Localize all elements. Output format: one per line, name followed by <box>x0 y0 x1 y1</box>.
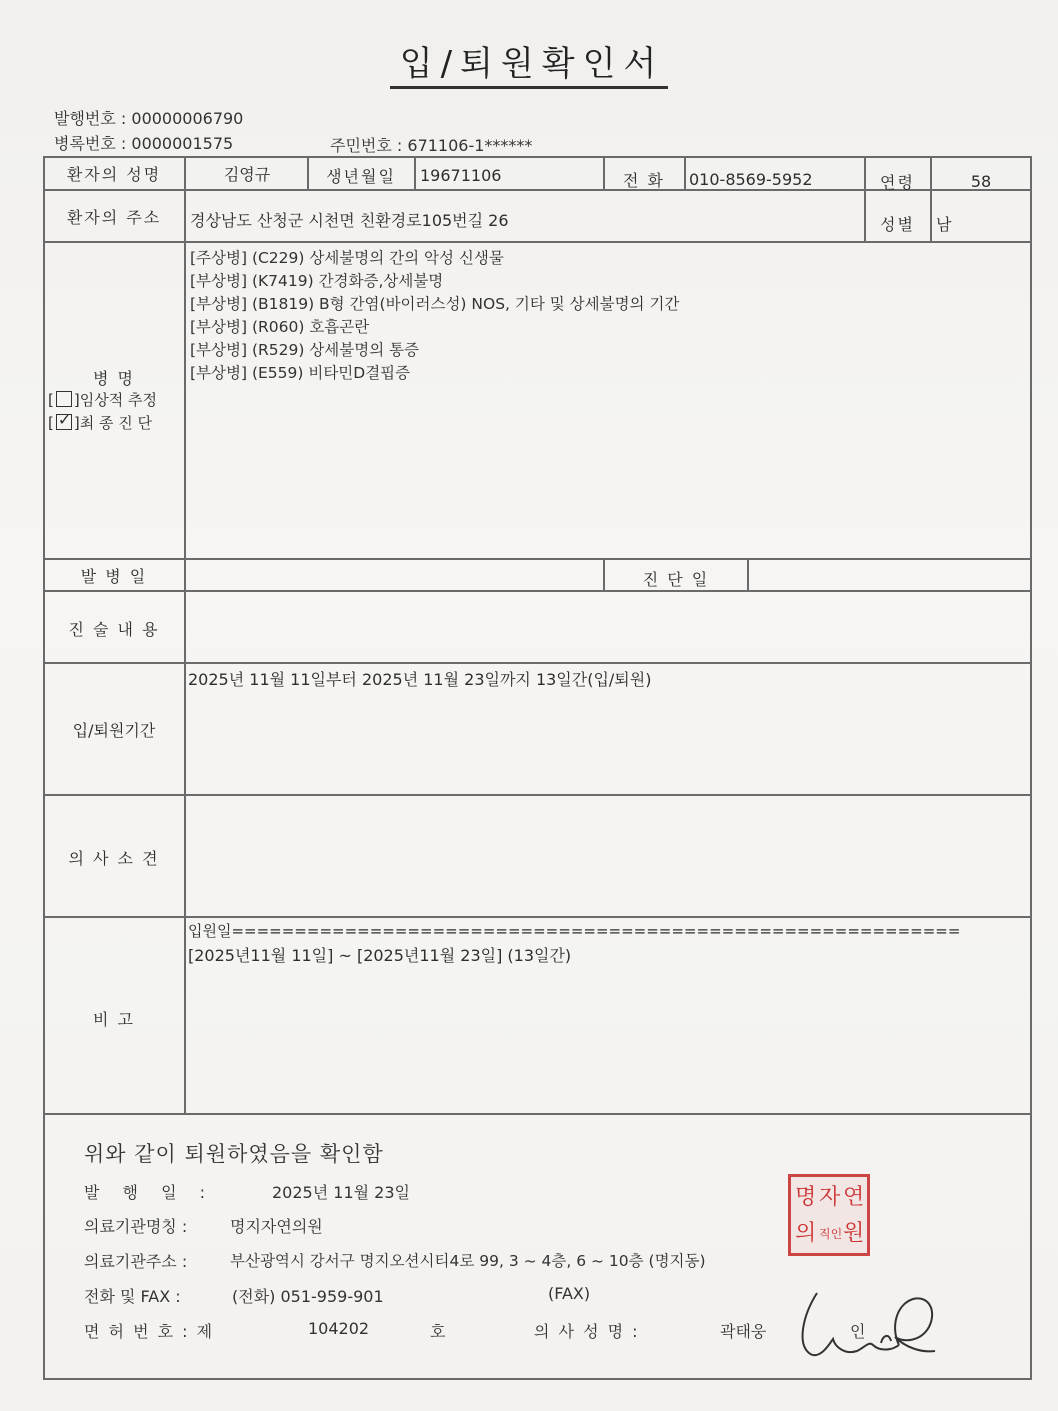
diagnosis-item: [부상병] (K7419) 간경화증,상세불명 <box>190 272 444 290</box>
issue-number: 발행번호 : 00000006790 <box>54 109 244 128</box>
official-seal-stamp: 명 자 연 의 직인 원 <box>788 1174 870 1256</box>
doctor-opinion-label: 의 사 소 견 <box>68 849 160 868</box>
seal-suffix: 인 <box>850 1322 866 1341</box>
diagnosis-item: [주상병] (C229) 상세불명의 간의 악성 신생물 <box>190 249 504 267</box>
onset-date-label: 발 병 일 <box>80 567 148 586</box>
hospital-address-label: 의료기관주소 : <box>84 1252 188 1271</box>
patient-name-label: 환자의 성명 <box>66 165 162 184</box>
phone-fax-label: 전화 및 FAX : <box>84 1287 181 1306</box>
hospital-name-value: 명지자연의원 <box>230 1217 323 1236</box>
clinical-estimate-option: [ ]임상적 추정 <box>48 391 157 409</box>
remarks-label: 비 고 <box>93 1010 135 1029</box>
dob-label: 생년월일 <box>326 167 396 186</box>
clinical-estimate-checkbox[interactable] <box>56 391 72 407</box>
hospital-fax: (FAX) <box>548 1284 591 1303</box>
diagnosis-item: [부상병] (E559) 비타민D결핍증 <box>190 364 411 382</box>
license-number-value: 104202 <box>308 1319 370 1338</box>
sex-label: 성별 <box>880 215 915 234</box>
hospital-phone: (전화) 051-959-901 <box>232 1287 384 1306</box>
statement-label: 진 술 내 용 <box>68 620 160 639</box>
phone-label: 전 화 <box>623 171 665 190</box>
confirmation-statement: 위와 같이 퇴원하였음을 확인함 <box>84 1142 384 1166</box>
hospital-address-value: 부산광역시 강서구 명지오션시티4로 99, 3 ~ 4층, 6 ~ 10층 (명지동) <box>230 1252 706 1270</box>
final-diagnosis-checkbox[interactable] <box>56 414 72 430</box>
resident-number: 주민번호 : 671106-1****** <box>330 136 533 155</box>
diagnosis-item: [부상병] (R060) 호흡곤란 <box>190 318 370 336</box>
document-title: 입/퇴원확인서 <box>0 36 1058 85</box>
age-label: 연령 <box>880 173 915 192</box>
remarks-line-2: [2025년11월 11일] ~ [2025년11월 23일] (13일간) <box>188 946 572 965</box>
age-value: 58 <box>970 172 992 191</box>
dob-value: 19671106 <box>420 166 502 185</box>
admission-period-value: 2025년 11월 11일부터 2025년 11월 23일까지 13일간(입/퇴원) <box>188 670 652 689</box>
sex-value: 남 <box>936 215 952 234</box>
address-label: 환자의 주소 <box>66 208 162 227</box>
address-value: 경상남도 산청군 시천면 친환경로105번길 26 <box>190 211 509 230</box>
hospital-name-label: 의료기관명칭 : <box>84 1217 188 1236</box>
license-number-suffix: 호 <box>430 1322 446 1341</box>
diagnosis-label: 병 명 <box>93 369 135 388</box>
phone-value: 010-8569-5952 <box>689 170 813 189</box>
doctor-name-label: 의 사 성 명 : <box>534 1322 640 1341</box>
diagnosis-item: [부상병] (R529) 상세불명의 통증 <box>190 341 420 359</box>
license-number-label: 면 허 번 호 : 제 <box>84 1322 215 1341</box>
diagnosis-item: [부상병] (B1819) B형 간염(바이러스성) NOS, 기타 및 상세불명의 기간 <box>190 295 680 313</box>
issue-date-label: 발 행 일 : <box>84 1183 215 1202</box>
diagnosis-date-label: 진 단 일 <box>642 570 710 589</box>
admission-period-label: 입/퇴원기간 <box>72 721 156 740</box>
doctor-signature <box>795 1285 945 1370</box>
chart-number: 병록번호 : 0000001575 <box>54 134 234 153</box>
issue-date-value: 2025년 11월 23일 <box>272 1183 410 1202</box>
final-diagnosis-option: [✓ ]최 종 진 단 <box>48 412 152 433</box>
doctor-name-value: 곽태웅 <box>720 1322 767 1341</box>
patient-name: 김영규 <box>223 165 271 184</box>
remarks-line-1: 입원일========================================================== <box>188 922 961 940</box>
